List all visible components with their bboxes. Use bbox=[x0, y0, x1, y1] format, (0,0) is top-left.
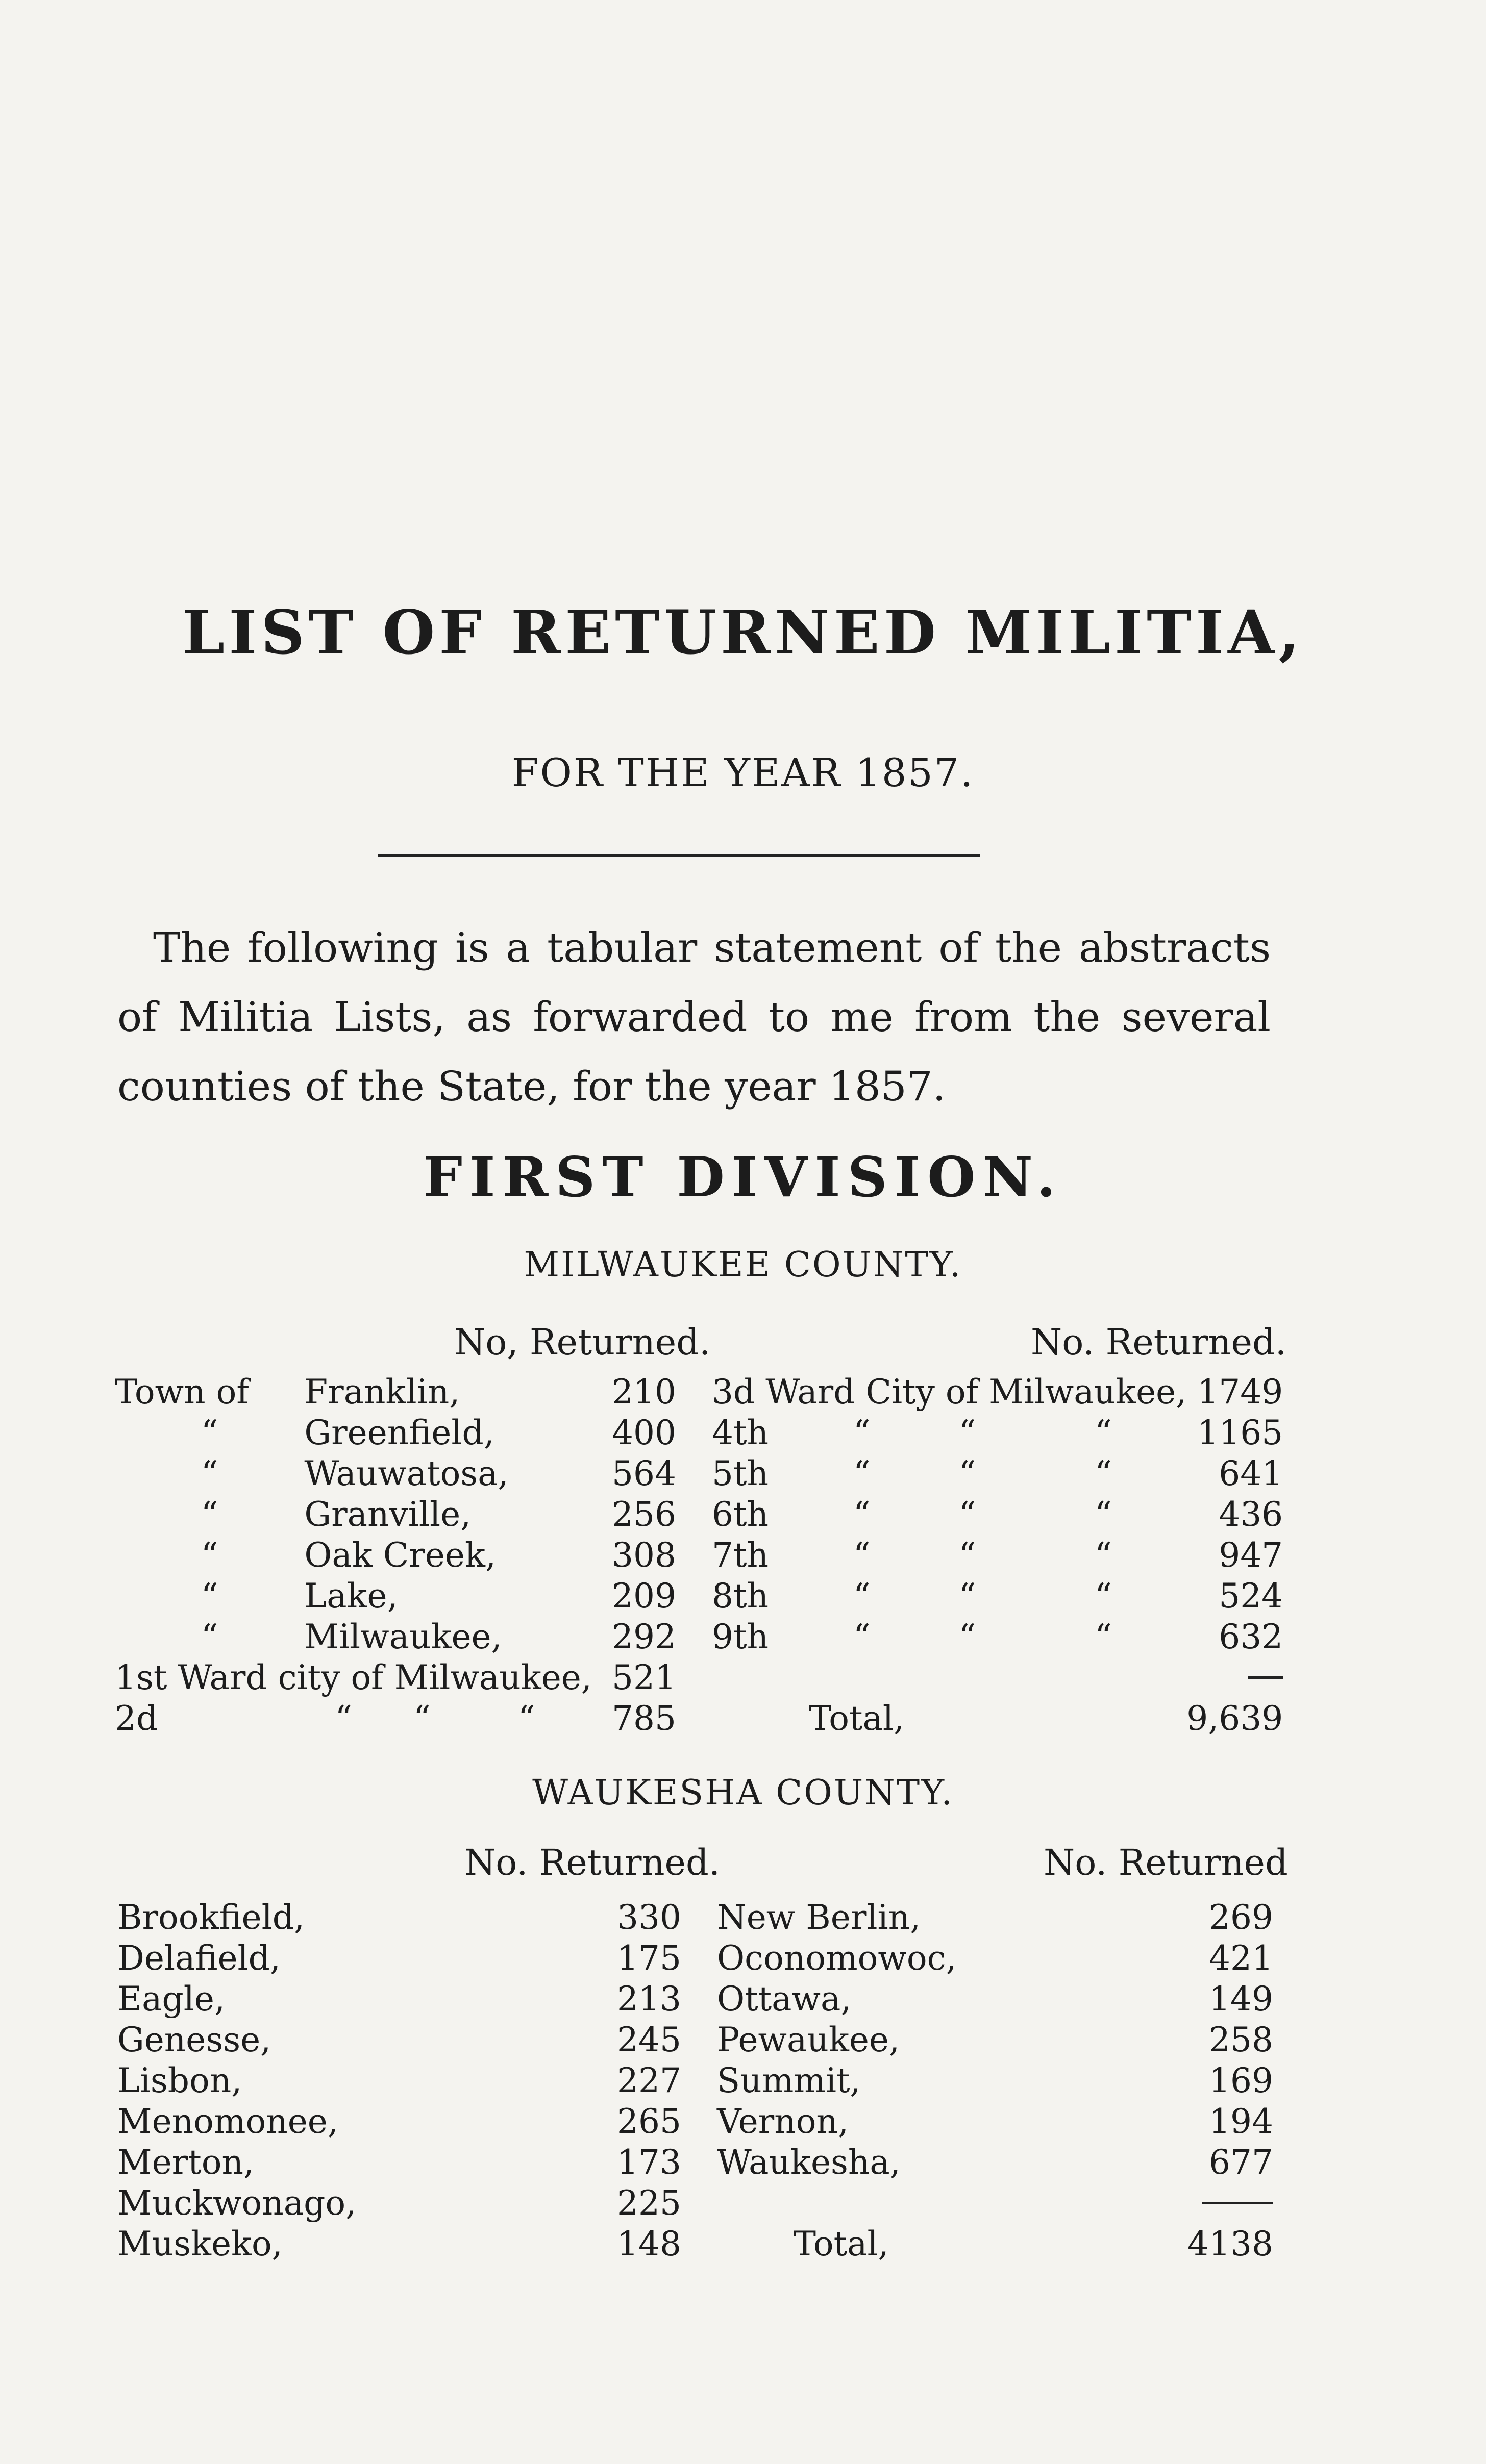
ditto-mark: “ bbox=[201, 1576, 218, 1616]
row-number: 785 bbox=[612, 1699, 676, 1738]
table-row bbox=[717, 2143, 1273, 2183]
row-number: 632 bbox=[1219, 1617, 1283, 1656]
row-place: Granville, bbox=[304, 1495, 472, 1534]
row-place: Delafield, bbox=[117, 1939, 281, 1978]
table-row bbox=[712, 1576, 1283, 1617]
milwaukee-county-heading: MILWAUKEE COUNTY. bbox=[524, 1245, 962, 1285]
row-place: Vernon, bbox=[717, 2102, 849, 2141]
milwaukee-right-table bbox=[712, 1372, 1283, 1740]
row-place: Summit, bbox=[717, 2061, 861, 2100]
row-place: Pewaukee, bbox=[717, 2020, 900, 2059]
row-number: 400 bbox=[612, 1413, 676, 1452]
ditto-mark: “ bbox=[201, 1536, 218, 1575]
row-number: 169 bbox=[1209, 2061, 1273, 2100]
row-place: Waukesha, bbox=[717, 2143, 901, 2182]
row-number: 330 bbox=[617, 1898, 681, 1937]
row-place: Merton, bbox=[117, 2143, 254, 2182]
row-number: 225 bbox=[617, 2183, 681, 2223]
row-place: Muskeko, bbox=[117, 2224, 283, 2264]
ditto-mark: “ bbox=[201, 1617, 218, 1656]
ditto-mark: “ bbox=[1095, 1617, 1112, 1656]
row-label: 1st Ward city of Milwaukee, bbox=[115, 1658, 592, 1697]
table-row bbox=[712, 1617, 1283, 1658]
row-place: Greenfield, bbox=[304, 1413, 494, 1452]
table-row bbox=[115, 1413, 676, 1454]
ditto-mark: “ bbox=[958, 1495, 976, 1534]
intro-paragraph: The following is a tabular statement of the abstracts of Militia Lists, as forwarded to me from the several counties of the State, for the year 1857. bbox=[117, 924, 1271, 1110]
total-label: Total, bbox=[809, 1699, 904, 1738]
row-number: 213 bbox=[617, 1979, 681, 2019]
row-label: 2d bbox=[115, 1699, 158, 1738]
row-label: 8th bbox=[712, 1576, 769, 1616]
row-place: Eagle, bbox=[117, 1979, 225, 2019]
row-number: 148 bbox=[617, 2224, 681, 2264]
ditto-mark: “ bbox=[201, 1454, 218, 1493]
row-place: Lake, bbox=[304, 1576, 398, 1616]
table-row bbox=[717, 1898, 1273, 1939]
row-label: Town of bbox=[115, 1372, 249, 1412]
waukesha-left-table bbox=[117, 1898, 681, 2265]
table-row bbox=[717, 2061, 1273, 2102]
row-place: Brookfield, bbox=[117, 1898, 305, 1937]
ditto-mark: “ bbox=[1095, 1413, 1112, 1452]
ditto-mark: “ bbox=[853, 1617, 871, 1656]
table-row bbox=[115, 1536, 676, 1576]
table-row bbox=[115, 1495, 676, 1536]
row-place: New Berlin, bbox=[717, 1898, 921, 1937]
ditto-mark: “ bbox=[853, 1536, 871, 1575]
table-row bbox=[117, 1898, 681, 1939]
row-number: 436 bbox=[1219, 1495, 1283, 1534]
table-row bbox=[717, 2224, 1273, 2265]
table-row bbox=[712, 1372, 1283, 1413]
row-number: 677 bbox=[1209, 2143, 1273, 2182]
row-place: Oconomowoc, bbox=[717, 1939, 957, 1978]
row-label: 6th bbox=[712, 1495, 769, 1534]
table-row bbox=[115, 1617, 676, 1658]
table-row bbox=[712, 1699, 1283, 1740]
table-row bbox=[717, 1979, 1273, 2020]
row-number: 265 bbox=[617, 2102, 681, 2141]
row-number: 292 bbox=[612, 1617, 676, 1656]
table-row bbox=[712, 1495, 1283, 1536]
table-row bbox=[717, 1939, 1273, 1979]
row-place: Milwaukee, bbox=[304, 1617, 502, 1656]
table-row bbox=[717, 2102, 1273, 2143]
row-number: 308 bbox=[612, 1536, 676, 1575]
ditto-mark: “ bbox=[853, 1454, 871, 1493]
ditto-mark: “ bbox=[958, 1413, 976, 1452]
page-title: LIST OF RETURNED MILITIA, bbox=[182, 597, 1304, 668]
row-number: 1165 bbox=[1197, 1413, 1283, 1452]
row-label: 7th bbox=[712, 1536, 769, 1575]
row-place: Franklin, bbox=[304, 1372, 460, 1412]
ditto-mark: “ bbox=[853, 1413, 871, 1452]
table-row bbox=[117, 2224, 681, 2265]
row-place: Menomonee, bbox=[117, 2102, 338, 2141]
table-row bbox=[115, 1658, 676, 1699]
ditto-mark: “ bbox=[201, 1413, 218, 1452]
row-number: 258 bbox=[1209, 2020, 1273, 2059]
table-row bbox=[117, 2020, 681, 2061]
table-row bbox=[117, 2183, 681, 2224]
table-row bbox=[117, 1939, 681, 1979]
milwaukee-right-column-header: No. Returned. bbox=[1031, 1321, 1287, 1363]
ditto-mark: “ bbox=[413, 1699, 431, 1738]
table-row bbox=[115, 1372, 676, 1413]
waukesha-right-table bbox=[717, 1898, 1273, 2265]
table-row bbox=[117, 2143, 681, 2183]
row-label: 9th bbox=[712, 1617, 769, 1656]
row-place: Genesse, bbox=[117, 2020, 271, 2059]
row-label: 5th bbox=[712, 1454, 769, 1493]
ditto-mark: “ bbox=[958, 1576, 976, 1616]
total-value: 4138 bbox=[1187, 2224, 1273, 2264]
page-subtitle: FOR THE YEAR 1857. bbox=[511, 750, 975, 795]
row-number: 564 bbox=[612, 1454, 676, 1493]
row-number: 641 bbox=[1219, 1454, 1283, 1493]
table-row bbox=[115, 1454, 676, 1495]
ditto-mark: “ bbox=[335, 1699, 353, 1738]
row-number: 269 bbox=[1209, 1898, 1273, 1937]
ditto-mark: “ bbox=[1095, 1536, 1112, 1575]
waukesha-county-heading: WAUKESHA COUNTY. bbox=[532, 1773, 954, 1813]
row-number: 947 bbox=[1219, 1536, 1283, 1575]
row-number: 524 bbox=[1219, 1576, 1283, 1616]
ditto-mark: “ bbox=[1095, 1576, 1112, 1616]
row-number: 194 bbox=[1209, 2102, 1273, 2141]
table-row bbox=[717, 2183, 1273, 2224]
row-label: 4th bbox=[712, 1413, 769, 1452]
row-place: Lisbon, bbox=[117, 2061, 242, 2100]
row-number: 521 bbox=[612, 1658, 676, 1697]
table-row bbox=[712, 1536, 1283, 1576]
row-number: 210 bbox=[612, 1372, 676, 1412]
total-rule bbox=[1248, 1676, 1283, 1679]
table-row bbox=[712, 1413, 1283, 1454]
row-number: 149 bbox=[1209, 1979, 1273, 2019]
waukesha-left-column-header: No. Returned. bbox=[464, 1842, 721, 1883]
row-place: Muckwonago, bbox=[117, 2183, 357, 2223]
milwaukee-left-column-header: No, Returned. bbox=[454, 1321, 711, 1363]
total-rule-cell bbox=[1079, 2183, 1273, 2224]
ditto-mark: “ bbox=[958, 1536, 976, 1575]
row-number: 227 bbox=[617, 2061, 681, 2100]
row-place: Wauwatosa, bbox=[304, 1454, 509, 1493]
table-row bbox=[717, 2020, 1273, 2061]
table-row bbox=[117, 2102, 681, 2143]
milwaukee-left-table bbox=[115, 1372, 676, 1740]
row-number: 173 bbox=[617, 2143, 681, 2182]
ditto-mark: “ bbox=[517, 1699, 535, 1738]
row-number: 245 bbox=[617, 2020, 681, 2059]
ditto-mark: “ bbox=[201, 1495, 218, 1534]
total-value: 9,639 bbox=[1186, 1699, 1283, 1738]
table-row bbox=[117, 2061, 681, 2102]
waukesha-right-column-header: No. Returned bbox=[1044, 1842, 1288, 1883]
row-number: 421 bbox=[1209, 1939, 1273, 1978]
ditto-mark: “ bbox=[853, 1495, 871, 1534]
ditto-mark: “ bbox=[1095, 1495, 1112, 1534]
row-number: 175 bbox=[617, 1939, 681, 1978]
ditto-mark: “ bbox=[1095, 1454, 1112, 1493]
table-row bbox=[115, 1699, 676, 1740]
row-number: 209 bbox=[612, 1576, 676, 1616]
table-row bbox=[712, 1658, 1283, 1699]
row-label: 3d Ward City of Milwaukee, bbox=[712, 1372, 1187, 1412]
table-row bbox=[117, 1979, 681, 2020]
row-place: Oak Creek, bbox=[304, 1536, 496, 1575]
row-number: 256 bbox=[612, 1495, 676, 1534]
total-label: Total, bbox=[794, 2224, 889, 2264]
row-place: Ottawa, bbox=[717, 1979, 852, 2019]
table-row bbox=[115, 1576, 676, 1617]
ditto-mark: “ bbox=[958, 1617, 976, 1656]
total-rule-cell bbox=[1186, 1658, 1283, 1699]
ditto-mark: “ bbox=[853, 1576, 871, 1616]
row-number: 1749 bbox=[1197, 1372, 1283, 1412]
table-row bbox=[712, 1454, 1283, 1495]
total-rule bbox=[1202, 2202, 1273, 2204]
title-divider bbox=[378, 854, 980, 857]
ditto-mark: “ bbox=[958, 1454, 976, 1493]
division-heading: FIRST DIVISION. bbox=[423, 1145, 1063, 1210]
